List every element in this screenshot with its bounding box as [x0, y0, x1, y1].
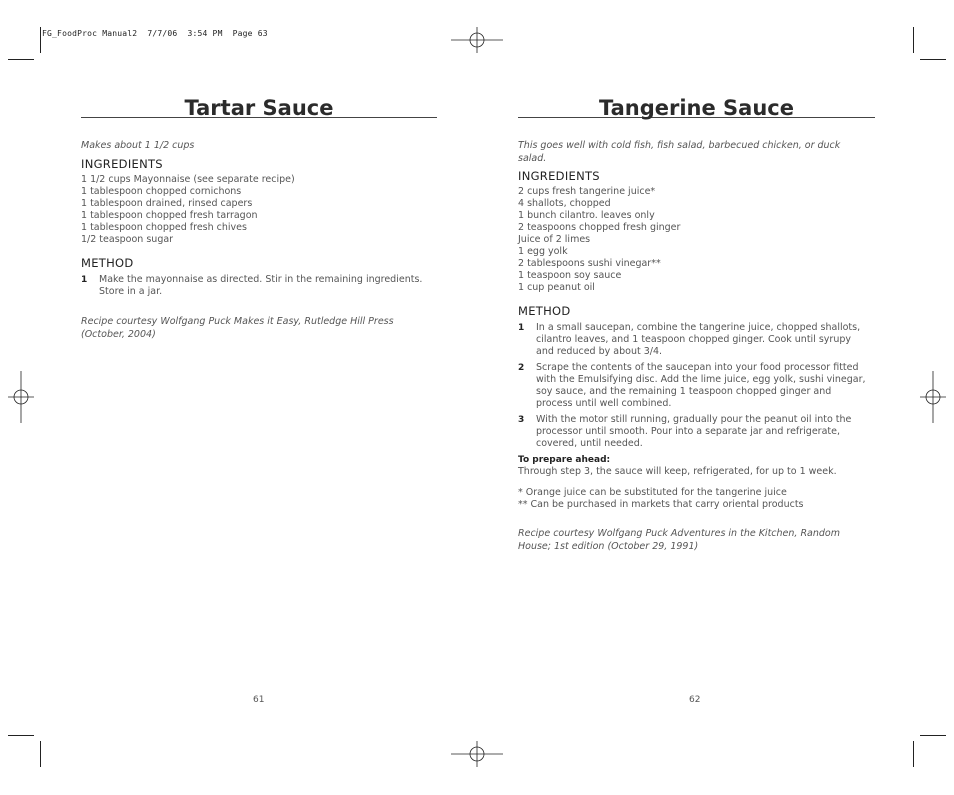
- ingredients-list: [518, 186, 875, 294]
- list-item: 1 1/2 cups Mayonnaise (see separate recipe): [81, 173, 295, 185]
- registration-mark-icon: [451, 27, 503, 53]
- list-item: 2 cups fresh tangerine juice*: [518, 186, 656, 197]
- crop-mark: [920, 59, 946, 60]
- step-line: Scrape the contents of the saucepan into your food processor fitted: [536, 362, 859, 373]
- credit-line: Recipe courtesy Wolfgang Puck Adventures in the Kitchen, Random: [518, 528, 840, 539]
- intro-line: This goes well with cold fish, fish salad, barbecued chicken, or duck: [518, 140, 841, 151]
- list-item: 1 bunch cilantro. leaves only: [518, 210, 655, 221]
- recipe-credit: [518, 527, 875, 553]
- ingredients-list: [81, 174, 437, 246]
- prepare-ahead-text: Through step 3, the sauce will keep, refrigerated, for up to 1 week.: [518, 466, 837, 477]
- step-number: 1: [518, 323, 525, 333]
- right-page: [518, 96, 875, 553]
- list-item: 1 tablespoon chopped fresh chives: [81, 221, 247, 233]
- page-number: 61: [253, 695, 265, 705]
- step-line: soy sauce, and the remaining 1 teaspoon chopped ginger and: [536, 386, 832, 397]
- list-item: 1 teaspoon soy sauce: [518, 270, 622, 281]
- method-steps: [518, 322, 875, 450]
- crop-mark: [8, 59, 34, 60]
- crop-mark: [913, 27, 914, 53]
- method-step: [518, 322, 875, 358]
- list-item: 1 cup peanut oil: [518, 282, 595, 293]
- page-number: 62: [689, 695, 701, 705]
- method-heading: METHOD: [518, 304, 571, 318]
- recipe-yield: Makes about 1 1/2 cups: [81, 140, 195, 151]
- step-line: Store in a jar.: [99, 285, 163, 297]
- list-item: 2 tablespoons sushi vinegar**: [518, 258, 661, 269]
- prepare-ahead-heading: To prepare ahead:: [518, 455, 611, 465]
- list-item: 2 teaspoons chopped fresh ginger: [518, 222, 681, 233]
- step-number: 3: [518, 415, 525, 425]
- step-line: Make the mayonnaise as directed. Stir in the remaining ingredients.: [99, 273, 423, 285]
- footnotes: [518, 487, 875, 511]
- registration-mark-icon: [8, 371, 34, 423]
- registration-mark-icon: [451, 741, 503, 767]
- print-slug-line: FG_FoodProc Manual2 7/7/06 3:54 PM Page 63: [42, 29, 268, 38]
- step-line: In a small saucepan, combine the tangerine juice, chopped shallots,: [536, 322, 861, 333]
- footnote: ** Can be purchased in markets that carry oriental products: [518, 499, 804, 510]
- step-line: processor until smooth. Pour into a separate jar and refrigerate,: [536, 426, 840, 437]
- list-item: 4 shallots, chopped: [518, 198, 611, 209]
- list-item: 1 egg yolk: [518, 246, 568, 257]
- page-title: Tartar Sauce: [81, 96, 437, 118]
- step-line: and reduced by about 3/4.: [536, 346, 663, 357]
- method-step: [81, 274, 437, 298]
- step-line: cilantro leaves, and 1 teaspoon chopped ginger. Cook until syrupy: [536, 334, 851, 345]
- method-step: [518, 362, 875, 410]
- method-steps: [81, 274, 437, 298]
- method-step: [518, 414, 875, 450]
- crop-mark: [40, 741, 41, 767]
- footnote: * Orange juice can be substituted for the tangerine juice: [518, 487, 787, 498]
- ingredients-heading: INGREDIENTS: [81, 156, 163, 171]
- credit-line: Recipe courtesy Wolfgang Puck Makes it Easy, Rutledge Hill Press: [81, 315, 394, 327]
- intro-line: salad.: [518, 152, 547, 164]
- ingredients-heading: INGREDIENTS: [518, 169, 600, 183]
- recipe-intro: [518, 140, 875, 165]
- credit-line: (October, 2004): [81, 328, 156, 340]
- page-title: Tangerine Sauce: [518, 96, 875, 118]
- method-heading: METHOD: [81, 255, 134, 270]
- crop-mark: [40, 27, 41, 53]
- crop-mark: [8, 735, 34, 736]
- list-item: 1 tablespoon drained, rinsed capers: [81, 197, 253, 209]
- step-line: process until well combined.: [536, 398, 672, 409]
- list-item: Juice of 2 limes: [518, 234, 591, 245]
- registration-mark-icon: [920, 371, 946, 423]
- list-item: 1/2 teaspoon sugar: [81, 233, 174, 245]
- step-line: With the motor still running, gradually pour the peanut oil into the: [536, 414, 852, 425]
- step-line: covered, until needed.: [536, 438, 643, 449]
- step-number: 2: [518, 363, 525, 373]
- step-line: with the Emulsifying disc. Add the lime juice, egg yolk, sushi vinegar,: [536, 374, 866, 385]
- credit-line: House; 1st edition (October 29, 1991): [518, 541, 699, 552]
- recipe-credit: [81, 315, 437, 341]
- list-item: 1 tablespoon chopped fresh tarragon: [81, 209, 258, 221]
- list-item: 1 tablespoon chopped cornichons: [81, 185, 242, 197]
- crop-mark: [913, 741, 914, 767]
- left-page: [81, 96, 437, 341]
- crop-mark: [920, 735, 946, 736]
- step-number: 1: [81, 274, 88, 285]
